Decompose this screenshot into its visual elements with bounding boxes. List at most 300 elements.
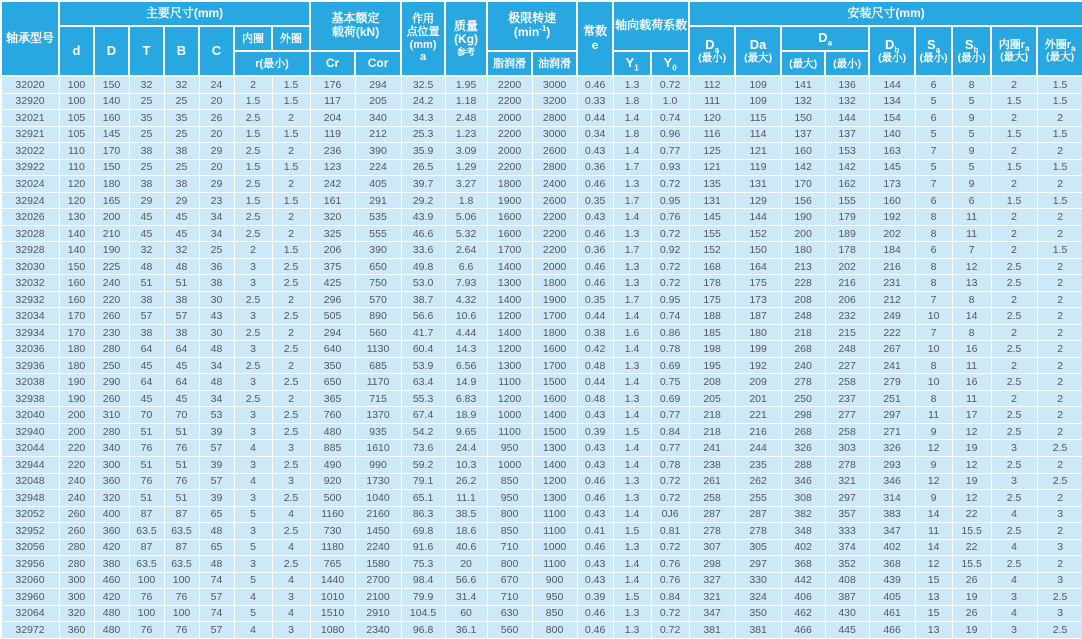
table-cell: 35.9 xyxy=(401,143,445,160)
table-cell: 26 xyxy=(199,110,234,127)
table-cell: 258 xyxy=(825,374,869,391)
table-cell: 2 xyxy=(1037,258,1082,275)
table-cell: 4 xyxy=(272,539,310,556)
bearing-model-cell: 32052 xyxy=(1,506,59,523)
table-cell: 1.7 xyxy=(613,242,651,259)
table-cell: 200 xyxy=(94,209,129,226)
table-cell: 0.72 xyxy=(651,490,689,507)
table-cell: 0.46 xyxy=(577,490,613,507)
group-header-DA: $D_a$ xyxy=(781,26,869,51)
table-cell: 12 xyxy=(915,473,952,490)
table-cell: 2200 xyxy=(487,93,532,110)
table-cell: 2700 xyxy=(355,572,401,589)
group-header-main-dims: 主要尺寸(mm) xyxy=(59,1,310,26)
table-cell: 6 xyxy=(915,242,952,259)
table-cell: 2340 xyxy=(355,622,401,639)
table-cell: 112 xyxy=(689,76,735,93)
table-row xyxy=(1,159,1082,176)
table-cell: 105 xyxy=(59,110,94,127)
table-cell: 297 xyxy=(735,556,781,573)
table-cell: 120 xyxy=(59,176,94,193)
table-cell: 1.95 xyxy=(445,76,487,93)
table-cell: 45 xyxy=(164,209,199,226)
table-cell: 346 xyxy=(781,473,825,490)
table-cell: 1.3 xyxy=(613,539,651,556)
table-cell: 34 xyxy=(199,390,234,407)
table-cell: 271 xyxy=(869,423,915,440)
table-cell: 63.4 xyxy=(401,374,445,391)
table-cell: 1600 xyxy=(532,341,577,358)
table-cell: 0.36 xyxy=(577,159,613,176)
table-cell: 35 xyxy=(129,110,164,127)
table-cell: 60.4 xyxy=(401,341,445,358)
table-cell: 630 xyxy=(487,605,532,622)
table-cell: 12 xyxy=(952,258,991,275)
table-cell: 357 xyxy=(825,506,869,523)
table-cell: 0.78 xyxy=(651,341,689,358)
table-cell: 280 xyxy=(59,539,94,556)
table-cell: 710 xyxy=(487,539,532,556)
table-cell: 368 xyxy=(869,556,915,573)
bearing-model-cell: 32922 xyxy=(1,159,59,176)
table-cell: 280 xyxy=(94,341,129,358)
table-cell: 1600 xyxy=(487,209,532,226)
table-cell: 48 xyxy=(199,374,234,391)
table-cell: 45 xyxy=(164,357,199,374)
table-cell: 0.72 xyxy=(651,473,689,490)
table-cell: 307 xyxy=(689,539,735,556)
col-header-sa-min: $S_a$ (最小) xyxy=(915,26,952,76)
table-cell: 4.32 xyxy=(445,291,487,308)
table-cell: 1900 xyxy=(487,192,532,209)
table-cell: 260 xyxy=(94,390,129,407)
table-cell: 32 xyxy=(164,76,199,93)
table-cell: 900 xyxy=(532,572,577,589)
table-cell: 1.5 xyxy=(234,93,272,110)
table-cell: 121 xyxy=(689,159,735,176)
table-cell: 76 xyxy=(129,622,164,639)
table-cell: 0.43 xyxy=(577,506,613,523)
table-cell: 1200 xyxy=(532,473,577,490)
table-cell: 1.3 xyxy=(613,258,651,275)
table-cell: 2.5 xyxy=(272,275,310,292)
table-cell: 3 xyxy=(234,374,272,391)
table-cell: 11 xyxy=(952,357,991,374)
table-cell: 360 xyxy=(94,473,129,490)
table-cell: 144 xyxy=(869,76,915,93)
table-cell: 298 xyxy=(781,407,825,424)
table-cell: 1.7 xyxy=(613,291,651,308)
group-header-axial-factor: 轴向载荷系数 xyxy=(613,1,689,51)
col-header-da-max: Da (最大) xyxy=(735,26,781,76)
table-cell: 2000 xyxy=(487,110,532,127)
table-cell: 38 xyxy=(129,291,164,308)
table-cell: 4 xyxy=(991,572,1037,589)
table-cell: 130 xyxy=(59,209,94,226)
table-cell: 461 xyxy=(869,605,915,622)
table-cell: 2.5 xyxy=(1037,589,1082,606)
table-cell: 251 xyxy=(869,390,915,407)
table-cell: 0.39 xyxy=(577,423,613,440)
table-cell: 2 xyxy=(991,76,1037,93)
table-cell: 43 xyxy=(199,308,234,325)
table-cell: 333 xyxy=(825,523,869,540)
table-cell: 150 xyxy=(735,242,781,259)
table-cell: 51 xyxy=(129,275,164,292)
table-cell: 326 xyxy=(781,440,825,457)
table-cell: 100 xyxy=(164,605,199,622)
table-cell: 144 xyxy=(825,110,869,127)
table-cell: 0.84 xyxy=(651,423,689,440)
table-cell: 297 xyxy=(825,490,869,507)
table-cell: 65 xyxy=(199,506,234,523)
table-cell: 198 xyxy=(689,341,735,358)
table-cell: 202 xyxy=(869,225,915,242)
col-header-C: C xyxy=(199,26,234,76)
table-cell: 1500 xyxy=(532,374,577,391)
table-cell: 51 xyxy=(164,457,199,474)
table-cell: 650 xyxy=(355,258,401,275)
table-cell: 224 xyxy=(355,159,401,176)
table-cell: 308 xyxy=(781,490,825,507)
table-cell: 100 xyxy=(129,605,164,622)
table-cell: 22 xyxy=(952,539,991,556)
table-cell: 170 xyxy=(781,176,825,193)
table-cell: 327 xyxy=(689,572,735,589)
table-cell: 4 xyxy=(272,605,310,622)
table-cell: 154 xyxy=(869,110,915,127)
table-cell: 160 xyxy=(59,291,94,308)
table-cell: 26 xyxy=(952,605,991,622)
table-cell: 160 xyxy=(94,110,129,127)
table-cell: 1.0 xyxy=(651,93,689,110)
table-cell: 63.5 xyxy=(164,523,199,540)
table-cell: 1580 xyxy=(355,556,401,573)
table-cell: 1.3 xyxy=(613,622,651,639)
table-cell: 14 xyxy=(915,539,952,556)
col-header-r-min: r(最小) xyxy=(234,51,310,76)
table-cell: 0.41 xyxy=(577,523,613,540)
table-cell: 12 xyxy=(952,423,991,440)
table-cell: 2600 xyxy=(532,143,577,160)
table-cell: 18.6 xyxy=(445,523,487,540)
table-cell: 3 xyxy=(234,341,272,358)
table-cell: 0.42 xyxy=(577,341,613,358)
table-cell: 0.95 xyxy=(651,192,689,209)
table-cell: 0.72 xyxy=(651,258,689,275)
table-cell: 1.8 xyxy=(613,126,651,143)
table-cell: 228 xyxy=(781,275,825,292)
table-cell: 7 xyxy=(915,291,952,308)
table-cell: 1.3 xyxy=(613,275,651,292)
table-cell: 202 xyxy=(825,258,869,275)
table-cell: 1.5 xyxy=(272,159,310,176)
table-cell: 220 xyxy=(59,440,94,457)
table-cell: 1.6 xyxy=(613,324,651,341)
table-cell: 0.95 xyxy=(651,291,689,308)
table-cell: 48 xyxy=(199,523,234,540)
table-cell: 237 xyxy=(825,390,869,407)
table-cell: 321 xyxy=(825,473,869,490)
table-cell: 950 xyxy=(532,589,577,606)
table-cell: 45 xyxy=(129,357,164,374)
table-cell: 6 xyxy=(915,76,952,93)
table-cell: 0.46 xyxy=(577,622,613,639)
col-header-DA-min: (最小) xyxy=(825,51,869,76)
table-row xyxy=(1,556,1082,573)
table-cell: 0.46 xyxy=(577,605,613,622)
table-cell: 14 xyxy=(952,308,991,325)
col-header-DA-max: (最大) xyxy=(781,51,825,76)
table-cell: 63.5 xyxy=(129,523,164,540)
table-row xyxy=(1,324,1082,341)
bearing-model-cell: 32026 xyxy=(1,209,59,226)
table-cell: 255 xyxy=(735,490,781,507)
table-cell: 0.72 xyxy=(651,176,689,193)
table-cell: 2 xyxy=(234,242,272,259)
table-cell: 76 xyxy=(129,473,164,490)
table-cell: 12 xyxy=(952,457,991,474)
table-cell: 445 xyxy=(825,622,869,639)
table-cell: 11 xyxy=(952,390,991,407)
table-cell: 64 xyxy=(164,374,199,391)
table-cell: 23 xyxy=(199,192,234,209)
table-cell: 2000 xyxy=(487,143,532,160)
table-cell: 2 xyxy=(991,209,1037,226)
bearing-model-cell: 32921 xyxy=(1,126,59,143)
table-cell: 36 xyxy=(199,258,234,275)
table-cell: 212 xyxy=(869,291,915,308)
table-cell: 0.74 xyxy=(651,110,689,127)
table-cell: 2.5 xyxy=(234,291,272,308)
table-cell: 17 xyxy=(952,407,991,424)
table-cell: 26.5 xyxy=(401,159,445,176)
table-cell: 11 xyxy=(952,225,991,242)
table-cell: 39 xyxy=(199,490,234,507)
table-cell: 287 xyxy=(735,506,781,523)
bearing-model-cell: 32932 xyxy=(1,291,59,308)
table-cell: 5 xyxy=(234,572,272,589)
table-cell: 3.27 xyxy=(445,176,487,193)
table-cell: 56.6 xyxy=(445,572,487,589)
table-cell: 2.5 xyxy=(991,556,1037,573)
table-body xyxy=(1,76,1082,639)
table-cell: 14.3 xyxy=(445,341,487,358)
bearing-model-cell: 32936 xyxy=(1,357,59,374)
table-cell: 57 xyxy=(164,308,199,325)
table-cell: 0.33 xyxy=(577,93,613,110)
table-cell: 1.4 xyxy=(613,506,651,523)
table-row xyxy=(1,192,1082,209)
bearing-model-cell: 32928 xyxy=(1,242,59,259)
bearing-model-cell: 32948 xyxy=(1,490,59,507)
table-cell: 0.72 xyxy=(651,605,689,622)
table-cell: 2200 xyxy=(487,126,532,143)
table-cell: 1.3 xyxy=(613,473,651,490)
table-cell: 87 xyxy=(129,506,164,523)
table-cell: 205 xyxy=(689,390,735,407)
table-cell: 180 xyxy=(94,176,129,193)
table-cell: 162 xyxy=(825,176,869,193)
table-cell: 2400 xyxy=(532,176,577,193)
table-cell: 288 xyxy=(781,457,825,474)
table-cell: 70 xyxy=(129,407,164,424)
table-cell: 188 xyxy=(689,308,735,325)
table-cell: 7 xyxy=(952,242,991,259)
table-cell: 381 xyxy=(735,622,781,639)
table-cell: 462 xyxy=(781,605,825,622)
table-cell: 64 xyxy=(164,341,199,358)
table-cell: 173 xyxy=(735,291,781,308)
table-cell: 1.4 xyxy=(613,440,651,457)
table-cell: 560 xyxy=(487,622,532,639)
table-cell: 3 xyxy=(1037,605,1082,622)
table-cell: 73.6 xyxy=(401,440,445,457)
table-cell: 430 xyxy=(825,605,869,622)
table-cell: 2.5 xyxy=(1037,473,1082,490)
table-cell: 293 xyxy=(869,457,915,474)
table-cell: 280 xyxy=(59,556,94,573)
bearing-model-cell: 32048 xyxy=(1,473,59,490)
table-cell: 38 xyxy=(164,176,199,193)
table-cell: 0.92 xyxy=(651,242,689,259)
table-cell: 800 xyxy=(532,622,577,639)
table-cell: 51 xyxy=(129,490,164,507)
table-cell: 0.43 xyxy=(577,457,613,474)
table-cell: 1800 xyxy=(532,275,577,292)
table-cell: 1160 xyxy=(310,506,355,523)
bearing-model-cell: 32038 xyxy=(1,374,59,391)
table-cell: 165 xyxy=(94,192,129,209)
table-cell: 18.9 xyxy=(445,407,487,424)
table-cell: 1.4 xyxy=(613,143,651,160)
group-header-limit-speed: 极限转速 $(\min^{-1})$ xyxy=(487,1,577,51)
table-cell: 3 xyxy=(234,490,272,507)
table-cell: 715 xyxy=(355,390,401,407)
table-cell: 145 xyxy=(869,159,915,176)
table-cell: 2.5 xyxy=(234,110,272,127)
bearing-model-cell: 32934 xyxy=(1,324,59,341)
table-cell: 5 xyxy=(234,506,272,523)
table-cell: 3.09 xyxy=(445,143,487,160)
col-header-grease: 脂润滑 xyxy=(487,51,532,76)
table-cell: 178 xyxy=(825,242,869,259)
table-cell: 26.2 xyxy=(445,473,487,490)
table-cell: 765 xyxy=(310,556,355,573)
table-cell: 2.5 xyxy=(272,341,310,358)
table-cell: 314 xyxy=(869,490,915,507)
table-cell: 278 xyxy=(689,523,735,540)
table-cell: 350 xyxy=(735,605,781,622)
table-cell: 120 xyxy=(59,192,94,209)
table-row xyxy=(1,572,1082,589)
table-cell: 39 xyxy=(199,457,234,474)
table-cell: 12 xyxy=(915,440,952,457)
table-cell: 4.44 xyxy=(445,324,487,341)
table-cell: 320 xyxy=(94,490,129,507)
table-cell: 267 xyxy=(869,341,915,358)
table-cell: 1500 xyxy=(532,423,577,440)
table-row xyxy=(1,291,1082,308)
table-cell: 242 xyxy=(310,176,355,193)
table-cell: 0.69 xyxy=(651,357,689,374)
table-cell: 20 xyxy=(199,93,234,110)
table-cell: 2 xyxy=(991,110,1037,127)
table-cell: 218 xyxy=(689,423,735,440)
table-cell: 222 xyxy=(869,324,915,341)
table-cell: 4 xyxy=(991,605,1037,622)
table-cell: 29 xyxy=(164,192,199,209)
table-cell: 387 xyxy=(825,589,869,606)
table-cell: 179 xyxy=(825,209,869,226)
table-cell: 405 xyxy=(869,589,915,606)
table-cell: 2 xyxy=(991,242,1037,259)
bearing-model-cell: 32972 xyxy=(1,622,59,639)
table-cell: 1.3 xyxy=(613,490,651,507)
table-cell: 1100 xyxy=(532,556,577,573)
table-cell: 30 xyxy=(199,291,234,308)
table-cell: 2 xyxy=(1037,176,1082,193)
table-cell: 258 xyxy=(689,490,735,507)
table-cell: 155 xyxy=(689,225,735,242)
table-cell: 120 xyxy=(689,110,735,127)
bearing-model-cell: 32022 xyxy=(1,143,59,160)
table-cell: 2.5 xyxy=(991,275,1037,292)
table-cell: 1.5 xyxy=(234,159,272,176)
table-cell: 1.4 xyxy=(613,110,651,127)
table-cell: 4 xyxy=(234,589,272,606)
table-cell: 0.96 xyxy=(651,126,689,143)
table-cell: 9 xyxy=(915,457,952,474)
table-row xyxy=(1,357,1082,374)
table-cell: 1.5 xyxy=(234,126,272,143)
table-cell: 240 xyxy=(59,490,94,507)
table-row xyxy=(1,622,1082,639)
table-cell: 3000 xyxy=(532,76,577,93)
table-cell: 0.72 xyxy=(651,76,689,93)
table-cell: 0.43 xyxy=(577,572,613,589)
table-cell: 244 xyxy=(735,440,781,457)
table-row xyxy=(1,473,1082,490)
table-cell: 180 xyxy=(59,357,94,374)
table-cell: 0.81 xyxy=(651,523,689,540)
bearing-model-cell: 32020 xyxy=(1,76,59,93)
table-cell: 1.5 xyxy=(991,159,1037,176)
table-cell: 555 xyxy=(355,225,401,242)
table-row xyxy=(1,506,1082,523)
table-row xyxy=(1,242,1082,259)
table-cell: 1700 xyxy=(532,357,577,374)
table-cell: 1730 xyxy=(355,473,401,490)
table-cell: 2.5 xyxy=(991,423,1037,440)
table-cell: 145 xyxy=(94,126,129,143)
table-cell: 0.43 xyxy=(577,143,613,160)
table-cell: 1.5 xyxy=(1037,126,1082,143)
table-cell: 4 xyxy=(234,440,272,457)
table-cell: 1200 xyxy=(487,390,532,407)
table-cell: 0.77 xyxy=(651,407,689,424)
table-cell: 480 xyxy=(94,605,129,622)
col-header-mass: 质量 (Kg) 参考 xyxy=(445,1,487,76)
table-cell: 402 xyxy=(869,539,915,556)
table-cell: 324 xyxy=(735,589,781,606)
table-cell: 460 xyxy=(94,572,129,589)
table-cell: 240 xyxy=(94,275,129,292)
table-cell: 2600 xyxy=(532,192,577,209)
table-cell: 67.4 xyxy=(401,407,445,424)
table-row xyxy=(1,457,1082,474)
table-cell: 0.43 xyxy=(577,556,613,573)
